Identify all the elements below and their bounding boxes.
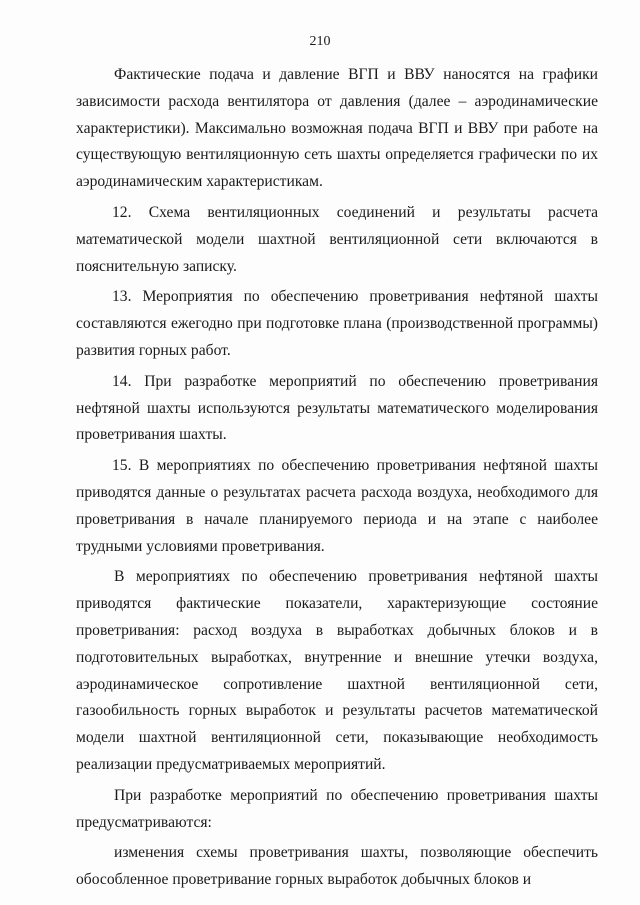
paragraph-item-12: 12. Схема вентиляционных соединений и результаты расчета математической модели шахтной вентиляционной сети включаются в пояснительную записку. — [76, 203, 598, 275]
page-number: 210 — [309, 34, 331, 49]
paragraph-item-15: 15. В мероприятиях по обеспечению проветривания нефтяной шахты приводятся данные о результатах расчета расхода воздуха, необходимого для проветривания в начале планируемого периода и на этапе с наиболее трудными условиями проветривания. — [76, 457, 598, 555]
paragraph-measures-intro: При разработке мероприятий по обеспечению проветривания шахты предусматриваются: — [76, 786, 598, 831]
paragraph-actual-indicators: В мероприятиях по обеспечению проветривания нефтяной шахты приводятся фактические показатели, характеризующие состояние проветривания: расход воздуха в выработках добычных блоков и в подготовительных выработках, внутренние и внешние утечки воздуха, аэродинамическое сопротивление шахтной вентиляционной сети, газообильность горных выработок и результаты расчетов математической модели шахтной вентиляционной сети, показывающие необходимость реализации предусматриваемых мероприятий. — [76, 568, 598, 773]
paragraph-item-14: 14. При разработке мероприятий по обеспечению проветривания нефтяной шахты используются результаты математического моделирования проветривания шахты. — [76, 372, 598, 444]
paragraph-item-13: 13. Мероприятия по обеспечению проветривания нефтяной шахты составляются ежегодно при подготовке плана (производственной программы) развития горных работ. — [76, 288, 598, 359]
document-body — [76, 62, 598, 894]
paragraph-fan-characteristics: Фактические подача и давление ВГП и ВВУ наносятся на графики зависимости расхода вентилятора от давления (далее – аэродинамические характеристики). Максимально возможная подача ВГП и ВВУ при работе на существующую вентиляционную сеть шахты определяется графически по их аэродинамическим характеристикам. — [76, 66, 598, 191]
paragraph-scheme-changes: изменения схемы проветривания шахты, позволяющие обеспечить обособленное проветривание горных выработок добычных блоков и — [76, 844, 598, 889]
